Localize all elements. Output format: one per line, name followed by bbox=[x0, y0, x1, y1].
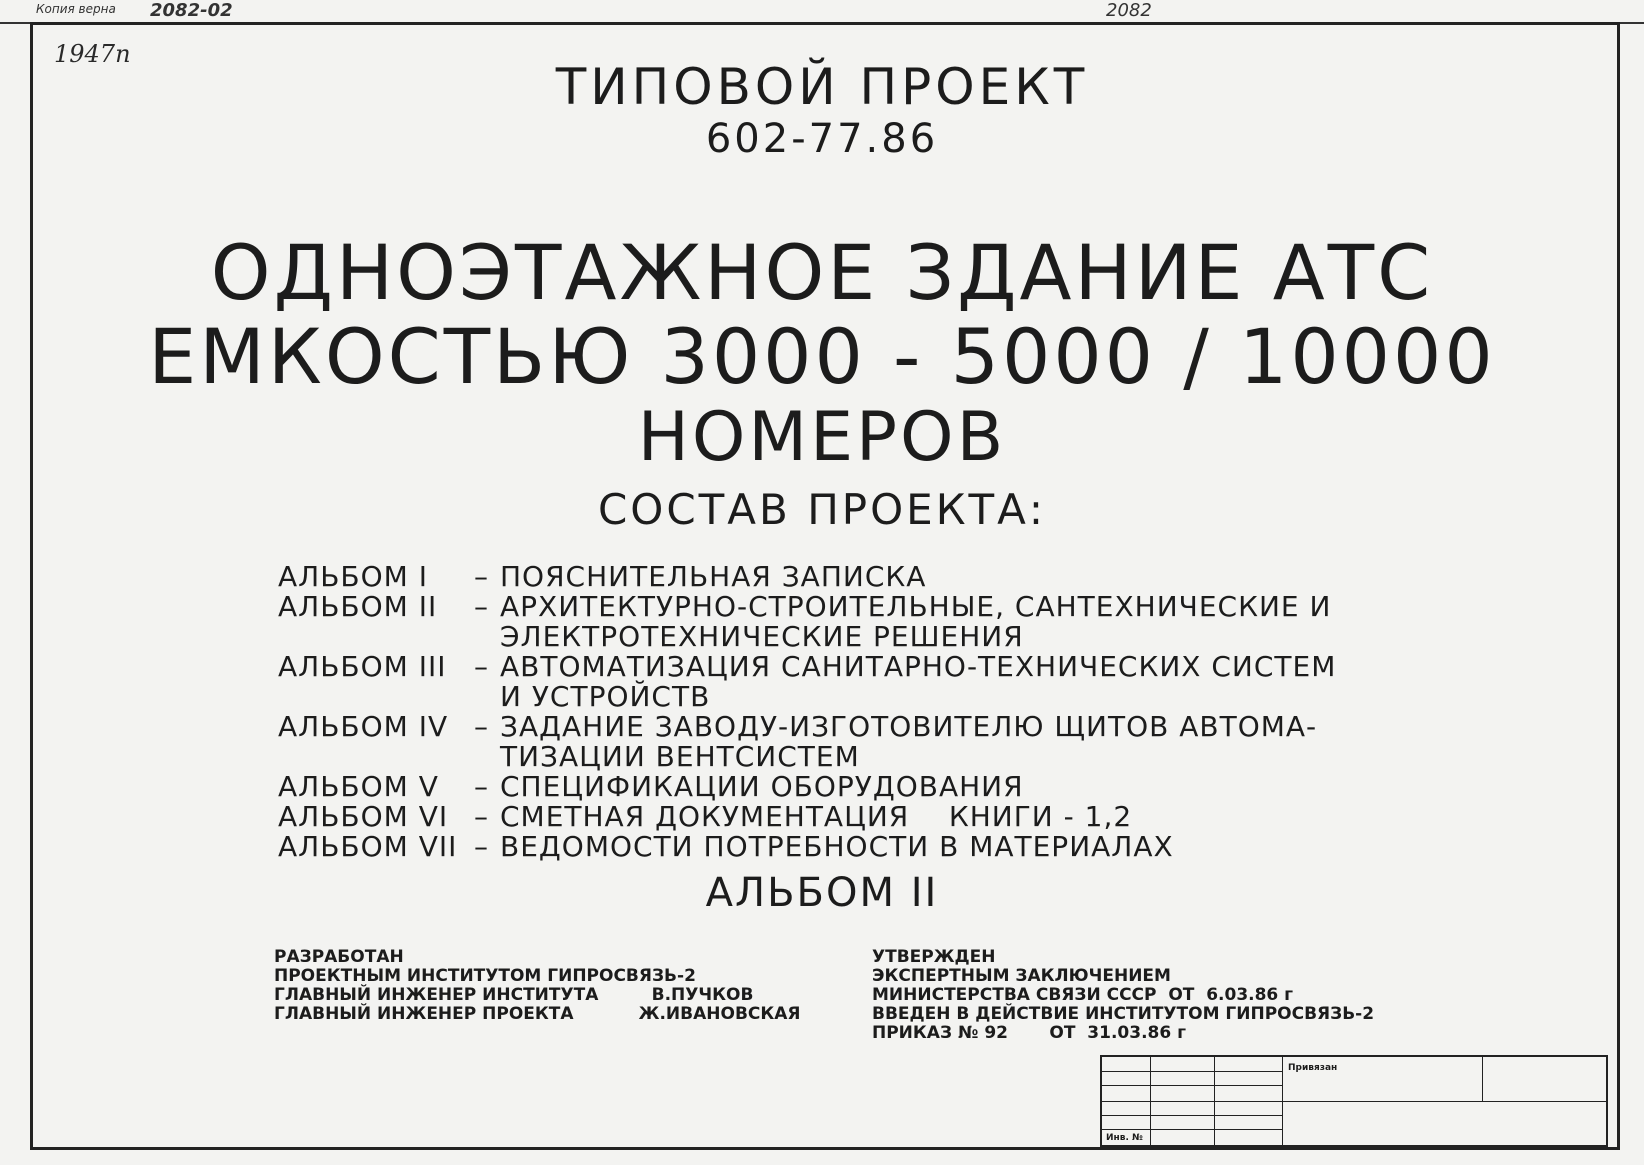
album-label: АЛЬБОМ II bbox=[278, 590, 438, 623]
current-album: АЛЬБОМ II bbox=[705, 870, 939, 916]
album-title: СПЕЦИФИКАЦИИ ОБОРУДОВАНИЯ bbox=[500, 770, 1024, 803]
title-block-stamp bbox=[1100, 1055, 1608, 1147]
album-label: АЛЬБОМ V bbox=[278, 770, 439, 803]
album-title: АРХИТЕКТУРНО-СТРОИТЕЛЬНЫЕ, САНТЕХНИЧЕСКИЕ И bbox=[500, 590, 1332, 623]
album-title-cont: ТИЗАЦИИ ВЕНТСИСТЕМ bbox=[500, 740, 860, 773]
album-list bbox=[278, 562, 1398, 862]
album-dash: – bbox=[474, 560, 489, 593]
main-title-line1: ОДНОЭТАЖНОЕ ЗДАНИЕ АТС bbox=[210, 228, 1434, 317]
album-row bbox=[278, 712, 1398, 742]
main-title-line2: ЕМКОСТЬЮ 3000 - 5000 / 10000 bbox=[148, 312, 1496, 401]
album-title: СМЕТНАЯ ДОКУМЕНТАЦИЯ КНИГИ - 1,2 bbox=[500, 800, 1133, 833]
attached-label: Привязан bbox=[1288, 1063, 1338, 1073]
copy-note: Копия верна bbox=[36, 2, 116, 16]
approved-line: ЭКСПЕРТНЫМ ЗАКЛЮЧЕНИЕМ bbox=[872, 966, 1171, 986]
top-right-number: 2082 bbox=[1106, 0, 1152, 21]
album-title-cont: ЭЛЕКТРОТЕХНИЧЕСКИЕ РЕШЕНИЯ bbox=[500, 620, 1024, 653]
album-title: ПОЯСНИТЕЛЬНАЯ ЗАПИСКА bbox=[500, 560, 927, 593]
approved-line: ВВЕДЕН В ДЕЙСТВИЕ ИНСТИТУТОМ ГИПРОСВЯЗЬ-2 bbox=[872, 1004, 1375, 1024]
album-title-cont: И УСТРОЙСТВ bbox=[500, 680, 711, 713]
handwritten-note: 1947п bbox=[54, 40, 131, 68]
album-row bbox=[278, 562, 1398, 592]
standard-project-title: ТИПОВОЙ ПРОЕКТ bbox=[555, 58, 1089, 116]
album-dash: – bbox=[474, 770, 489, 803]
album-row bbox=[278, 802, 1398, 832]
album-dash: – bbox=[474, 650, 489, 683]
composition-heading: СОСТАВ ПРОЕКТА: bbox=[597, 485, 1047, 534]
album-label: АЛЬБОМ I bbox=[278, 560, 428, 593]
developed-line: РАЗРАБОТАН bbox=[274, 947, 404, 967]
project-number: 602-77.86 bbox=[705, 116, 939, 162]
album-row-cont bbox=[278, 622, 1398, 652]
approved-line: МИНИСТЕРСТВА СВЯЗИ СССР ОТ 6.03.86 г bbox=[872, 985, 1294, 1005]
archive-number: 2082-02 bbox=[150, 0, 233, 21]
developed-line: ПРОЕКТНЫМ ИНСТИТУТОМ ГИПРОСВЯЗЬ-2 bbox=[274, 966, 696, 986]
album-label: АЛЬБОМ VII bbox=[278, 830, 458, 863]
developed-by-block bbox=[274, 948, 801, 1024]
album-title: АВТОМАТИЗАЦИЯ САНИТАРНО-ТЕХНИЧЕСКИХ СИСТЕМ bbox=[500, 650, 1337, 683]
approved-block bbox=[872, 948, 1374, 1043]
album-dash: – bbox=[474, 710, 489, 743]
album-label: АЛЬБОМ IV bbox=[278, 710, 449, 743]
album-row-cont bbox=[278, 742, 1398, 772]
album-dash: – bbox=[474, 800, 489, 833]
album-title: ЗАДАНИЕ ЗАВОДУ-ИЗГОТОВИТЕЛЮ ЩИТОВ АВТОМА- bbox=[500, 710, 1318, 743]
album-label: АЛЬБОМ III bbox=[278, 650, 447, 683]
album-dash: – bbox=[474, 590, 489, 623]
developed-line: ГЛАВНЫЙ ИНЖЕНЕР ПРОЕКТА Ж.ИВАНОВСКАЯ bbox=[274, 1004, 801, 1024]
approved-line: УТВЕРЖДЕН bbox=[872, 947, 996, 967]
album-row bbox=[278, 592, 1398, 622]
top-strip bbox=[0, 0, 1644, 24]
album-label: АЛЬБОМ VI bbox=[278, 800, 449, 833]
approved-line: ПРИКАЗ № 92 ОТ 31.03.86 г bbox=[872, 1023, 1186, 1043]
developed-line: ГЛАВНЫЙ ИНЖЕНЕР ИНСТИТУТА В.ПУЧКОВ bbox=[274, 985, 754, 1005]
album-row bbox=[278, 772, 1398, 802]
album-title: ВЕДОМОСТИ ПОТРЕБНОСТИ В МАТЕРИАЛАХ bbox=[500, 830, 1174, 863]
album-row bbox=[278, 832, 1398, 862]
main-title-line3: НОМЕРОВ bbox=[637, 398, 1007, 477]
album-row-cont bbox=[278, 682, 1398, 712]
album-row bbox=[278, 652, 1398, 682]
album-dash: – bbox=[474, 830, 489, 863]
inventory-label: Инв. № bbox=[1106, 1133, 1143, 1143]
